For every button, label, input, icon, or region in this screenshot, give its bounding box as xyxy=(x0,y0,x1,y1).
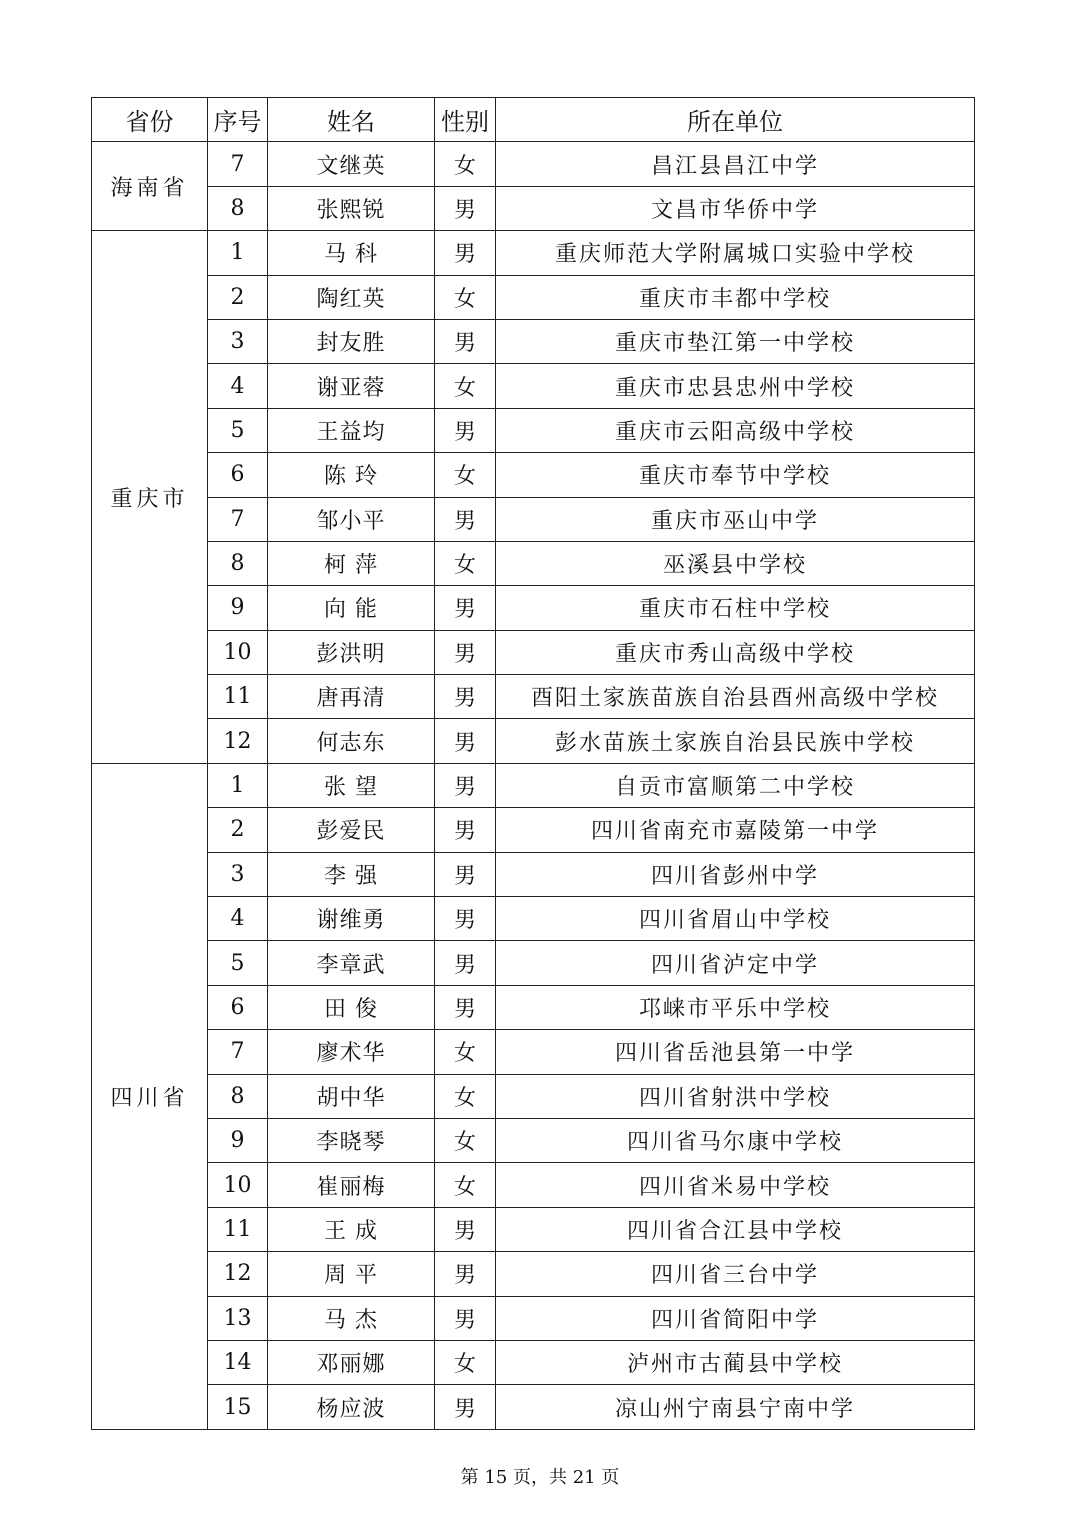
table-row xyxy=(92,1207,975,1251)
table-row xyxy=(92,364,975,408)
name-cell: 封友胜 xyxy=(268,319,435,363)
gender-cell: 女 xyxy=(435,541,496,585)
gender-cell: 男 xyxy=(435,675,496,719)
seq-cell: 12 xyxy=(208,719,268,763)
name-cell: 张 望 xyxy=(268,763,435,807)
gender-cell: 女 xyxy=(435,275,496,319)
unit-cell: 重庆市奉节中学校 xyxy=(496,453,975,497)
header-name: 姓名 xyxy=(268,98,435,142)
table-row xyxy=(92,630,975,674)
gender-cell: 女 xyxy=(435,1030,496,1074)
name-cell: 田 俊 xyxy=(268,985,435,1029)
table-row xyxy=(92,408,975,452)
name-cell: 文继英 xyxy=(268,142,435,186)
province-cell: 海南省 xyxy=(92,142,208,231)
gender-cell: 男 xyxy=(435,941,496,985)
gender-cell: 男 xyxy=(435,319,496,363)
unit-cell: 四川省马尔康中学校 xyxy=(496,1118,975,1162)
header-seq: 序号 xyxy=(208,98,268,142)
gender-cell: 男 xyxy=(435,186,496,230)
gender-cell: 男 xyxy=(435,852,496,896)
unit-cell: 重庆市云阳高级中学校 xyxy=(496,408,975,452)
seq-cell: 9 xyxy=(208,1118,268,1162)
seq-cell: 3 xyxy=(208,319,268,363)
gender-cell: 男 xyxy=(435,630,496,674)
seq-cell: 7 xyxy=(208,497,268,541)
name-cell: 杨应波 xyxy=(268,1385,435,1429)
gender-cell: 男 xyxy=(435,408,496,452)
unit-cell: 重庆市秀山高级中学校 xyxy=(496,630,975,674)
gender-cell: 男 xyxy=(435,897,496,941)
table-row xyxy=(92,1296,975,1340)
seq-cell: 1 xyxy=(208,231,268,275)
name-cell: 向 能 xyxy=(268,586,435,630)
name-cell: 马 科 xyxy=(268,231,435,275)
seq-cell: 15 xyxy=(208,1385,268,1429)
seq-cell: 6 xyxy=(208,453,268,497)
header-unit: 所在单位 xyxy=(496,98,975,142)
name-cell: 陶红英 xyxy=(268,275,435,319)
seq-cell: 8 xyxy=(208,186,268,230)
name-cell: 李晓琴 xyxy=(268,1118,435,1162)
name-cell: 唐再清 xyxy=(268,675,435,719)
table-row xyxy=(92,1252,975,1296)
name-cell: 邓丽娜 xyxy=(268,1340,435,1384)
table-row xyxy=(92,675,975,719)
seq-cell: 6 xyxy=(208,985,268,1029)
seq-cell: 4 xyxy=(208,897,268,941)
seq-cell: 12 xyxy=(208,1252,268,1296)
table-row xyxy=(92,1340,975,1384)
name-cell: 邹小平 xyxy=(268,497,435,541)
gender-cell: 男 xyxy=(435,1385,496,1429)
table-row xyxy=(92,1118,975,1162)
personnel-table xyxy=(91,97,975,1430)
unit-cell: 酉阳土家族苗族自治县酉州高级中学校 xyxy=(496,675,975,719)
seq-cell: 14 xyxy=(208,1340,268,1384)
unit-cell: 四川省岳池县第一中学 xyxy=(496,1030,975,1074)
name-cell: 陈 玲 xyxy=(268,453,435,497)
unit-cell: 泸州市古蔺县中学校 xyxy=(496,1340,975,1384)
seq-cell: 3 xyxy=(208,852,268,896)
seq-cell: 5 xyxy=(208,408,268,452)
name-cell: 李章武 xyxy=(268,941,435,985)
gender-cell: 男 xyxy=(435,231,496,275)
table-row xyxy=(92,985,975,1029)
unit-cell: 重庆市垫江第一中学校 xyxy=(496,319,975,363)
name-cell: 彭爱民 xyxy=(268,808,435,852)
gender-cell: 女 xyxy=(435,364,496,408)
seq-cell: 7 xyxy=(208,142,268,186)
gender-cell: 女 xyxy=(435,1118,496,1162)
seq-cell: 10 xyxy=(208,1163,268,1207)
unit-cell: 四川省简阳中学 xyxy=(496,1296,975,1340)
table-row xyxy=(92,808,975,852)
table-row xyxy=(92,1385,975,1429)
table-body xyxy=(92,142,975,1429)
unit-cell: 昌江县昌江中学 xyxy=(496,142,975,186)
seq-cell: 10 xyxy=(208,630,268,674)
seq-cell: 7 xyxy=(208,1030,268,1074)
unit-cell: 四川省眉山中学校 xyxy=(496,897,975,941)
name-cell: 何志东 xyxy=(268,719,435,763)
name-cell: 谢亚蓉 xyxy=(268,364,435,408)
table-row xyxy=(92,941,975,985)
unit-cell: 巫溪县中学校 xyxy=(496,541,975,585)
table-row xyxy=(92,897,975,941)
seq-cell: 1 xyxy=(208,763,268,807)
name-cell: 彭洪明 xyxy=(268,630,435,674)
seq-cell: 9 xyxy=(208,586,268,630)
gender-cell: 男 xyxy=(435,985,496,1029)
header-gender: 性别 xyxy=(435,98,496,142)
unit-cell: 文昌市华侨中学 xyxy=(496,186,975,230)
seq-cell: 11 xyxy=(208,675,268,719)
table-row xyxy=(92,319,975,363)
table-row xyxy=(92,541,975,585)
table-row xyxy=(92,852,975,896)
seq-cell: 2 xyxy=(208,275,268,319)
gender-cell: 男 xyxy=(435,1252,496,1296)
unit-cell: 彭水苗族土家族自治县民族中学校 xyxy=(496,719,975,763)
table-row xyxy=(92,231,975,275)
name-cell: 李 强 xyxy=(268,852,435,896)
gender-cell: 男 xyxy=(435,497,496,541)
table-row xyxy=(92,1163,975,1207)
unit-cell: 四川省泸定中学 xyxy=(496,941,975,985)
gender-cell: 女 xyxy=(435,142,496,186)
gender-cell: 男 xyxy=(435,586,496,630)
unit-cell: 重庆市石柱中学校 xyxy=(496,586,975,630)
header-province: 省份 xyxy=(92,98,208,142)
name-cell: 马 杰 xyxy=(268,1296,435,1340)
unit-cell: 重庆市忠县忠州中学校 xyxy=(496,364,975,408)
gender-cell: 男 xyxy=(435,719,496,763)
gender-cell: 女 xyxy=(435,1163,496,1207)
gender-cell: 男 xyxy=(435,763,496,807)
name-cell: 柯 萍 xyxy=(268,541,435,585)
name-cell: 廖术华 xyxy=(268,1030,435,1074)
unit-cell: 重庆市巫山中学 xyxy=(496,497,975,541)
seq-cell: 5 xyxy=(208,941,268,985)
name-cell: 谢维勇 xyxy=(268,897,435,941)
table-row xyxy=(92,186,975,230)
seq-cell: 4 xyxy=(208,364,268,408)
unit-cell: 凉山州宁南县宁南中学 xyxy=(496,1385,975,1429)
name-cell: 王益均 xyxy=(268,408,435,452)
province-cell: 重庆市 xyxy=(92,231,208,764)
name-cell: 胡中华 xyxy=(268,1074,435,1118)
name-cell: 王 成 xyxy=(268,1207,435,1251)
province-cell: 四川省 xyxy=(92,763,208,1429)
seq-cell: 11 xyxy=(208,1207,268,1251)
table-row xyxy=(92,1030,975,1074)
seq-cell: 8 xyxy=(208,541,268,585)
name-cell: 张熙锐 xyxy=(268,186,435,230)
unit-cell: 四川省三台中学 xyxy=(496,1252,975,1296)
unit-cell: 自贡市富顺第二中学校 xyxy=(496,763,975,807)
name-cell: 崔丽梅 xyxy=(268,1163,435,1207)
gender-cell: 男 xyxy=(435,1207,496,1251)
gender-cell: 男 xyxy=(435,1296,496,1340)
name-cell: 周 平 xyxy=(268,1252,435,1296)
table-row xyxy=(92,453,975,497)
table-row xyxy=(92,275,975,319)
unit-cell: 重庆师范大学附属城口实验中学校 xyxy=(496,231,975,275)
seq-cell: 13 xyxy=(208,1296,268,1340)
gender-cell: 女 xyxy=(435,1074,496,1118)
unit-cell: 邛崃市平乐中学校 xyxy=(496,985,975,1029)
unit-cell: 重庆市丰都中学校 xyxy=(496,275,975,319)
unit-cell: 四川省彭州中学 xyxy=(496,852,975,896)
table-row xyxy=(92,763,975,807)
table-header-row xyxy=(92,98,975,142)
unit-cell: 四川省米易中学校 xyxy=(496,1163,975,1207)
unit-cell: 四川省南充市嘉陵第一中学 xyxy=(496,808,975,852)
seq-cell: 8 xyxy=(208,1074,268,1118)
page-number: 第 15 页，共 21 页 xyxy=(460,1467,620,1488)
table-row xyxy=(92,497,975,541)
table-row xyxy=(92,719,975,763)
table-row xyxy=(92,1074,975,1118)
gender-cell: 女 xyxy=(435,1340,496,1384)
seq-cell: 2 xyxy=(208,808,268,852)
unit-cell: 四川省合江县中学校 xyxy=(496,1207,975,1251)
gender-cell: 男 xyxy=(435,808,496,852)
gender-cell: 女 xyxy=(435,453,496,497)
table-row xyxy=(92,586,975,630)
unit-cell: 四川省射洪中学校 xyxy=(496,1074,975,1118)
table-row xyxy=(92,142,975,186)
